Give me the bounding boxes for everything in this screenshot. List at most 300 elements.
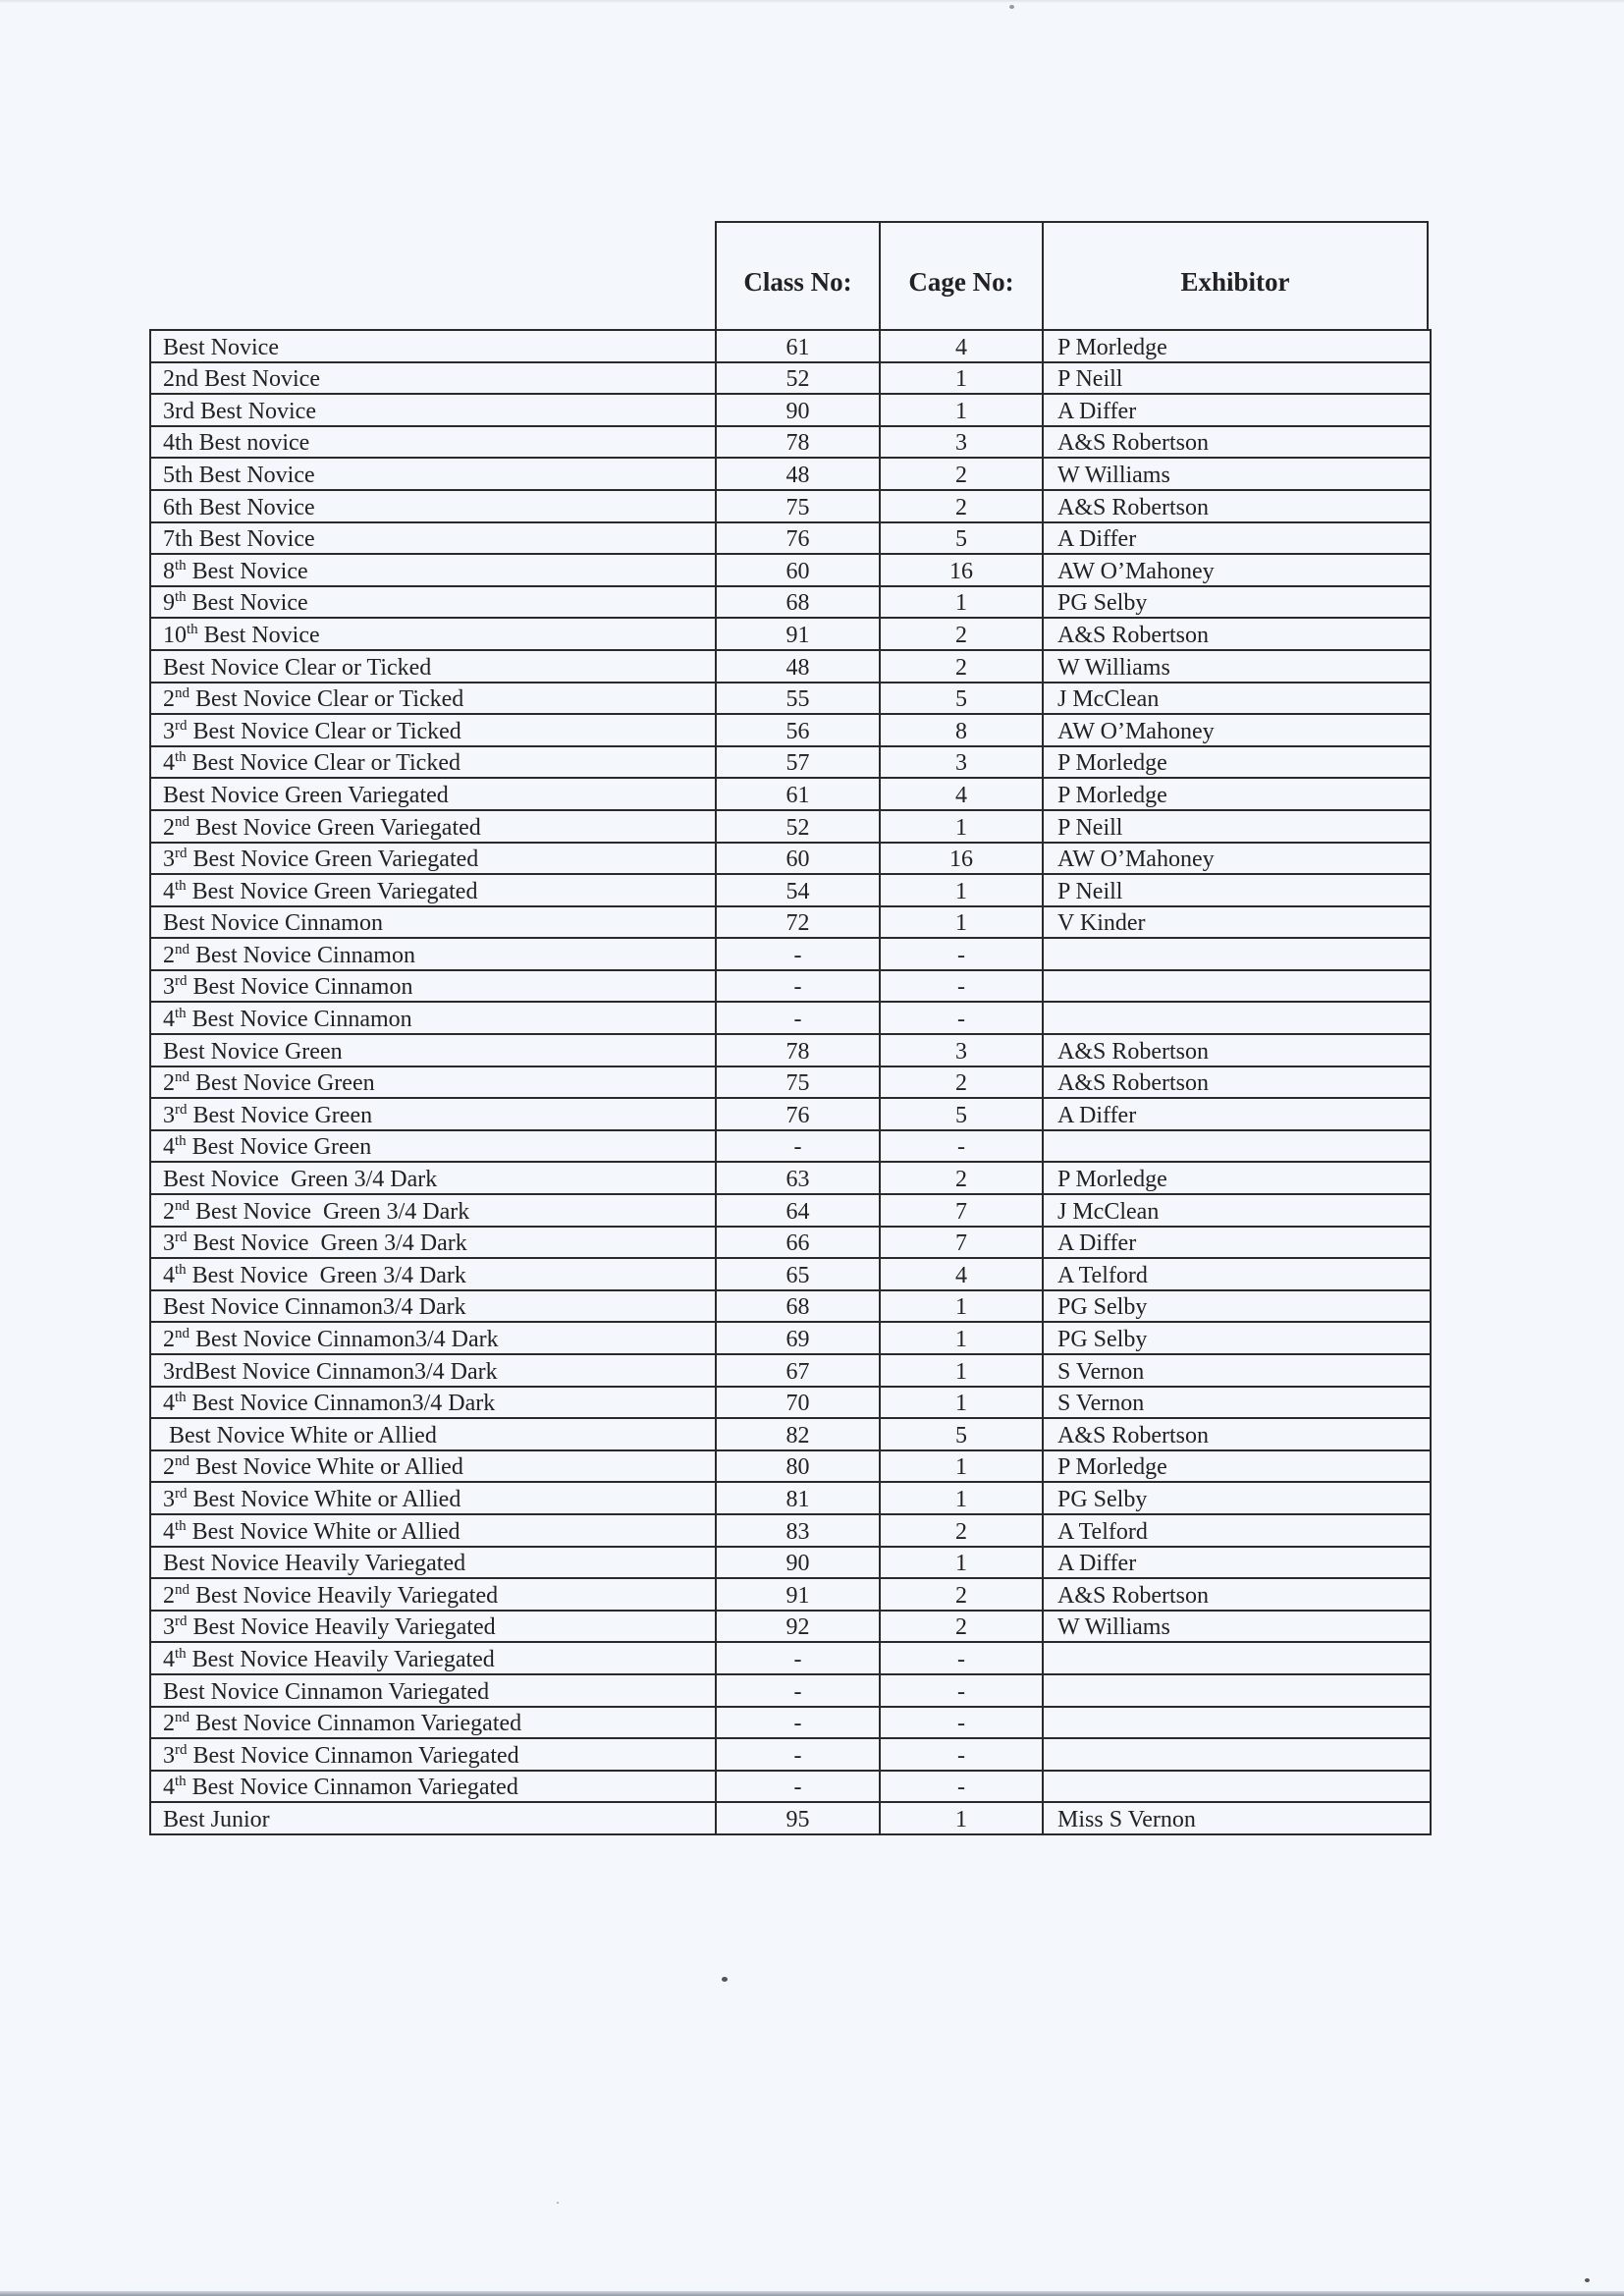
table-row — [150, 1802, 1431, 1834]
class-no-cell: 60 — [716, 554, 880, 586]
table-row — [150, 426, 1431, 459]
scan-speck — [557, 2202, 559, 2204]
table-row — [150, 650, 1431, 683]
award-name: Best Novice White or Allied — [187, 1486, 461, 1512]
award-ordinal: 2 — [163, 686, 175, 713]
table-row — [150, 1642, 1431, 1674]
cage-no-cell: 2 — [880, 1066, 1043, 1099]
exhibitor-cell — [1043, 938, 1431, 970]
award-name: 3rdBest Novice Cinnamon3/4 Dark — [163, 1358, 498, 1385]
award-name: Best Novice Green Variegated — [189, 814, 481, 841]
exhibitor-cell: P Morledge — [1043, 330, 1431, 362]
cage-no-cell: 3 — [880, 746, 1043, 779]
cage-no-cell: 1 — [880, 586, 1043, 619]
award-name: Best Novice Clear or Ticked — [186, 750, 460, 777]
award-name: 3rd Best Novice — [163, 398, 316, 424]
class-no-cell: 90 — [716, 394, 880, 426]
exhibitor-header: Exhibitor — [1180, 266, 1290, 297]
award-name: Best Novice Heavily Variegated — [187, 1614, 496, 1641]
table-row — [150, 683, 1431, 715]
cage-no-cell: - — [880, 1002, 1043, 1034]
exhibitor-cell: J McClean — [1043, 683, 1431, 715]
exhibitor-cell: Miss S Vernon — [1043, 1802, 1431, 1834]
exhibitor-cell: AW O’Mahoney — [1043, 843, 1431, 875]
table-row — [150, 1738, 1431, 1771]
table-row — [150, 362, 1431, 395]
cage-no-cell: 3 — [880, 426, 1043, 459]
cage-no-cell: 5 — [880, 522, 1043, 555]
table-row — [150, 1578, 1431, 1611]
award-ordinal-suffix: rd — [175, 1101, 188, 1118]
award-ordinal-suffix: rd — [175, 973, 188, 990]
award-name: Best Novice Cinnamon — [186, 1007, 412, 1033]
class-no-cell: 75 — [716, 490, 880, 522]
table-row — [150, 714, 1431, 746]
class-no-cell: - — [716, 1771, 880, 1803]
table-row — [150, 1194, 1431, 1227]
table-row — [150, 1547, 1431, 1579]
table-row — [150, 394, 1431, 426]
exhibitor-cell: S Vernon — [1043, 1387, 1431, 1419]
scan-top-edge — [0, 0, 1624, 3]
award-name: Best Novice Green 3/4 Dark — [186, 1262, 466, 1288]
table-row — [150, 1130, 1431, 1163]
cage-no-cell: - — [880, 970, 1043, 1003]
table-row — [150, 1771, 1431, 1803]
award-name: Best Novice Heavily Variegated — [186, 1646, 495, 1672]
exhibitor-cell: A Differ — [1043, 1227, 1431, 1259]
exhibitor-cell: A Differ — [1043, 394, 1431, 426]
award-ordinal-suffix: nd — [175, 941, 189, 957]
class-no-cell: - — [716, 1642, 880, 1674]
award-cell — [150, 970, 716, 1003]
award-name: 4th Best novice — [163, 430, 310, 457]
award-cell — [150, 330, 716, 362]
award-cell — [150, 1002, 716, 1034]
award-ordinal-suffix: th — [175, 877, 187, 894]
exhibitor-cell — [1043, 1771, 1431, 1803]
award-cell — [150, 1578, 716, 1611]
scan-speck — [722, 1977, 728, 1982]
award-ordinal-suffix: nd — [175, 813, 189, 830]
class-no-cell: 67 — [716, 1354, 880, 1387]
cage-no-cell: 7 — [880, 1194, 1043, 1227]
award-cell — [150, 843, 716, 875]
award-name: Best Novice Cinnamon3/4 Dark — [189, 1327, 499, 1352]
exhibitor-cell — [1043, 970, 1431, 1003]
award-name: Best Novice Green — [163, 1038, 343, 1065]
award-name: Best Novice Cinnamon3/4 Dark — [163, 1294, 466, 1321]
table-row — [150, 1066, 1431, 1099]
cage-no-cell: 4 — [880, 330, 1043, 362]
award-cell — [150, 1418, 716, 1450]
award-name: Best Novice Heavily Variegated — [163, 1551, 466, 1577]
cage-no-cell: 3 — [880, 1034, 1043, 1066]
scan-bottom-edge — [0, 2291, 1624, 2296]
table-row — [150, 586, 1431, 619]
award-ordinal-suffix: nd — [175, 1581, 189, 1598]
class-no-cell: 75 — [716, 1066, 880, 1099]
table-row — [150, 490, 1431, 522]
table-row — [150, 1450, 1431, 1483]
cage-no-cell: 16 — [880, 554, 1043, 586]
exhibitor-cell: PG Selby — [1043, 1482, 1431, 1514]
table-row — [150, 458, 1431, 490]
exhibitor-cell — [1043, 1642, 1431, 1674]
award-cell — [150, 1642, 716, 1674]
cage-no-cell: 5 — [880, 1098, 1043, 1130]
class-no-cell: 66 — [716, 1227, 880, 1259]
award-cell — [150, 746, 716, 779]
award-cell — [150, 683, 716, 715]
award-ordinal: 2 — [163, 814, 175, 841]
award-ordinal: 3 — [163, 1102, 175, 1128]
cage-no-cell: 16 — [880, 843, 1043, 875]
exhibitor-cell: W Williams — [1043, 1611, 1431, 1643]
award-ordinal: 2 — [163, 1327, 175, 1352]
award-cell — [150, 522, 716, 555]
exhibitor-cell — [1043, 1002, 1431, 1034]
cage-no-cell: 1 — [880, 1387, 1043, 1419]
award-ordinal-suffix: th — [175, 557, 187, 574]
table-row — [150, 1387, 1431, 1419]
cage-no-cell: 1 — [880, 362, 1043, 395]
class-no-cell: 76 — [716, 522, 880, 555]
award-cell — [150, 1482, 716, 1514]
award-cell — [150, 1034, 716, 1066]
class-no-cell: 76 — [716, 1098, 880, 1130]
table-row — [150, 1002, 1431, 1034]
award-ordinal: 4 — [163, 1646, 175, 1672]
award-ordinal-suffix: nd — [175, 1069, 189, 1086]
table-row — [150, 1674, 1431, 1707]
award-name: Best Novice — [186, 558, 308, 584]
exhibitor-cell — [1043, 1674, 1431, 1707]
cage-no-cell: 2 — [880, 490, 1043, 522]
award-ordinal: 4 — [163, 1007, 175, 1033]
class-no-cell: - — [716, 1674, 880, 1707]
award-name: Best Novice Cinnamon Variegated — [186, 1775, 518, 1801]
award-cell — [150, 874, 716, 906]
award-cell — [150, 1066, 716, 1099]
class-no-cell: 63 — [716, 1162, 880, 1194]
award-name: Best Novice Green — [187, 1102, 373, 1128]
class-no-cell: 95 — [716, 1802, 880, 1834]
cage-no-cell: 1 — [880, 1354, 1043, 1387]
cage-no-cell: 5 — [880, 683, 1043, 715]
exhibitor-cell: A Differ — [1043, 1547, 1431, 1579]
table-header — [715, 221, 1429, 329]
award-cell — [150, 1450, 716, 1483]
class-no-cell: 82 — [716, 1418, 880, 1450]
award-name: Best Novice Cinnamon3/4 Dark — [186, 1391, 496, 1417]
cage-no-cell: 2 — [880, 458, 1043, 490]
table-row — [150, 1098, 1431, 1130]
award-name: Best Novice Green Variegated — [186, 878, 478, 904]
award-cell — [150, 394, 716, 426]
award-cell — [150, 1162, 716, 1194]
cage-no-cell: 1 — [880, 1482, 1043, 1514]
award-name: Best Novice — [197, 622, 320, 648]
table-row — [150, 810, 1431, 843]
award-ordinal-suffix: nd — [175, 685, 189, 702]
award-ordinal-suffix: rd — [175, 1230, 188, 1246]
table-row — [150, 746, 1431, 779]
cage-no-cell: 2 — [880, 1162, 1043, 1194]
table-row — [150, 1354, 1431, 1387]
class-no-cell: 56 — [716, 714, 880, 746]
award-ordinal: 4 — [163, 1518, 175, 1545]
exhibitor-cell: A Telford — [1043, 1514, 1431, 1547]
table-row — [150, 618, 1431, 650]
class-no-cell: 91 — [716, 1578, 880, 1611]
award-cell — [150, 458, 716, 490]
table-row — [150, 1322, 1431, 1354]
exhibitor-cell: PG Selby — [1043, 586, 1431, 619]
award-cell — [150, 618, 716, 650]
award-name: Best Novice Cinnamon — [189, 942, 415, 968]
class-no-cell: 61 — [716, 778, 880, 810]
award-cell — [150, 1290, 716, 1323]
class-no-cell: 92 — [716, 1611, 880, 1643]
cage-no-cell: 1 — [880, 1322, 1043, 1354]
exhibitor-cell: P Morledge — [1043, 746, 1431, 779]
class-no-cell: 80 — [716, 1450, 880, 1483]
award-cell — [150, 1258, 716, 1290]
award-cell — [150, 1802, 716, 1834]
award-name: Best Novice Clear or Ticked — [189, 686, 464, 713]
award-ordinal: 2 — [163, 1198, 175, 1225]
exhibitor-cell: A Differ — [1043, 522, 1431, 555]
cage-no-cell: 1 — [880, 394, 1043, 426]
award-ordinal: 3 — [163, 1742, 175, 1769]
table-row — [150, 1707, 1431, 1739]
award-ordinal: 4 — [163, 750, 175, 777]
award-ordinal: 3 — [163, 1614, 175, 1641]
table-row — [150, 1514, 1431, 1547]
cage-no-cell: 1 — [880, 1547, 1043, 1579]
award-ordinal: 3 — [163, 974, 175, 1001]
class-no-cell: 70 — [716, 1387, 880, 1419]
award-ordinal: 10 — [163, 622, 187, 648]
award-ordinal-suffix: th — [187, 621, 198, 637]
results-body — [150, 330, 1431, 1834]
class-no-cell: 57 — [716, 746, 880, 779]
exhibitor-cell: P Neill — [1043, 810, 1431, 843]
award-ordinal-suffix: th — [175, 1006, 187, 1022]
award-ordinal: 2 — [163, 1454, 175, 1481]
award-cell — [150, 1098, 716, 1130]
class-no-cell: 83 — [716, 1514, 880, 1547]
exhibitor-cell: A&S Robertson — [1043, 1418, 1431, 1450]
award-name: Best Novice Green 3/4 Dark — [163, 1167, 438, 1193]
class-no-cell: 90 — [716, 1547, 880, 1579]
award-ordinal-suffix: nd — [175, 1326, 189, 1341]
table-row — [150, 1418, 1431, 1450]
exhibitor-cell: W Williams — [1043, 650, 1431, 683]
cage-no-cell: 1 — [880, 1802, 1043, 1834]
table-row — [150, 1290, 1431, 1323]
table-row — [150, 906, 1431, 939]
award-ordinal: 4 — [163, 1262, 175, 1288]
exhibitor-cell: AW O’Mahoney — [1043, 714, 1431, 746]
table-row — [150, 843, 1431, 875]
award-ordinal: 8 — [163, 558, 175, 584]
class-no-cell: 55 — [716, 683, 880, 715]
award-ordinal-suffix: rd — [175, 1741, 188, 1758]
exhibitor-cell: P Morledge — [1043, 778, 1431, 810]
class-no-cell: 61 — [716, 330, 880, 362]
award-cell — [150, 1514, 716, 1547]
exhibitor-cell: A&S Robertson — [1043, 1066, 1431, 1099]
exhibitor-cell: A&S Robertson — [1043, 1034, 1431, 1066]
award-ordinal-suffix: th — [175, 1774, 187, 1790]
cage-no-cell: 1 — [880, 1290, 1043, 1323]
award-cell — [150, 778, 716, 810]
award-cell — [150, 906, 716, 939]
award-ordinal-suffix: th — [175, 1133, 187, 1150]
exhibitor-cell: P Morledge — [1043, 1450, 1431, 1483]
award-cell — [150, 1387, 716, 1419]
cage-no-cell: - — [880, 938, 1043, 970]
cage-no-cell: 4 — [880, 778, 1043, 810]
award-ordinal: 2 — [163, 1582, 175, 1609]
exhibitor-cell: PG Selby — [1043, 1322, 1431, 1354]
award-ordinal: 2 — [163, 1711, 175, 1737]
table-row — [150, 330, 1431, 362]
award-name: Best Novice Green Variegated — [163, 782, 449, 808]
award-name: Best Novice Green 3/4 Dark — [187, 1230, 467, 1257]
award-ordinal: 4 — [163, 1775, 175, 1801]
cage-no-cell: 1 — [880, 810, 1043, 843]
class-no-cell: 81 — [716, 1482, 880, 1514]
award-cell — [150, 554, 716, 586]
cage-no-cell: - — [880, 1130, 1043, 1163]
exhibitor-cell: A Differ — [1043, 1098, 1431, 1130]
award-cell — [150, 1674, 716, 1707]
award-cell — [150, 1771, 716, 1803]
cage-no-cell: 2 — [880, 1578, 1043, 1611]
award-name: Best Novice Heavily Variegated — [189, 1582, 499, 1609]
class-no-cell: - — [716, 938, 880, 970]
cage-no-cell: - — [880, 1771, 1043, 1803]
cage-no-cell: - — [880, 1707, 1043, 1739]
exhibitor-cell: A&S Robertson — [1043, 1578, 1431, 1611]
exhibitor-cell: AW O’Mahoney — [1043, 554, 1431, 586]
exhibitor-cell: A&S Robertson — [1043, 618, 1431, 650]
award-cell — [150, 426, 716, 459]
exhibitor-cell: A&S Robertson — [1043, 490, 1431, 522]
award-ordinal-suffix: th — [175, 1261, 187, 1278]
results-table — [149, 329, 1432, 1835]
class-no-cell: 68 — [716, 1290, 880, 1323]
class-no-cell: 91 — [716, 618, 880, 650]
award-name: 7th Best Novice — [163, 526, 315, 553]
class-no-cell: 78 — [716, 1034, 880, 1066]
exhibitor-cell — [1043, 1130, 1431, 1163]
award-ordinal-suffix: th — [175, 1390, 187, 1406]
exhibitor-cell: P Neill — [1043, 362, 1431, 395]
class-no-cell: - — [716, 1738, 880, 1771]
table-row — [150, 1611, 1431, 1643]
award-name: Best Novice Green 3/4 Dark — [189, 1198, 470, 1225]
award-ordinal: 3 — [163, 1486, 175, 1512]
class-no-cell: 52 — [716, 810, 880, 843]
award-cell — [150, 1547, 716, 1579]
award-cell — [150, 810, 716, 843]
table-row — [150, 1034, 1431, 1066]
award-ordinal-suffix: rd — [175, 1485, 188, 1502]
cage-no-cell: 2 — [880, 1514, 1043, 1547]
class-no-cell: - — [716, 1707, 880, 1739]
award-ordinal: 4 — [163, 1134, 175, 1161]
class-no-cell: 68 — [716, 586, 880, 619]
class-no-cell: 65 — [716, 1258, 880, 1290]
award-name: Best Novice White or Allied — [163, 1422, 437, 1449]
class-no-cell: 54 — [716, 874, 880, 906]
award-cell — [150, 586, 716, 619]
award-ordinal-suffix: th — [175, 589, 187, 606]
table-row — [150, 522, 1431, 555]
award-ordinal: 4 — [163, 878, 175, 904]
award-name: Best Novice Green Variegated — [187, 847, 479, 873]
award-cell — [150, 1322, 716, 1354]
award-name: Best Novice Cinnamon — [187, 974, 413, 1001]
exhibitor-cell: J McClean — [1043, 1194, 1431, 1227]
cage-no-cell: 1 — [880, 874, 1043, 906]
award-cell — [150, 1611, 716, 1643]
cage-no-cell: 1 — [880, 1450, 1043, 1483]
class-no-cell: 78 — [716, 426, 880, 459]
award-cell — [150, 938, 716, 970]
award-cell — [150, 1194, 716, 1227]
cage-no-header: Cage No: — [881, 223, 1044, 329]
table-row — [150, 778, 1431, 810]
class-no-cell: - — [716, 1002, 880, 1034]
award-cell — [150, 1738, 716, 1771]
award-cell — [150, 362, 716, 395]
table-row — [150, 554, 1431, 586]
award-ordinal: 3 — [163, 847, 175, 873]
table-row — [150, 1482, 1431, 1514]
class-no-cell: 69 — [716, 1322, 880, 1354]
class-no-cell: 48 — [716, 650, 880, 683]
award-name: Best Novice Cinnamon Variegated — [163, 1678, 490, 1705]
cage-no-cell: 7 — [880, 1227, 1043, 1259]
scan-speck — [1585, 2278, 1590, 2282]
award-ordinal-suffix: th — [175, 1645, 187, 1662]
award-cell — [150, 1707, 716, 1739]
award-name: 5th Best Novice — [163, 462, 315, 488]
table-row — [150, 970, 1431, 1003]
award-ordinal: 4 — [163, 1391, 175, 1417]
award-name: Best Novice Clear or Ticked — [163, 654, 432, 681]
class-no-cell: 48 — [716, 458, 880, 490]
cage-no-cell: 4 — [880, 1258, 1043, 1290]
table-row — [150, 874, 1431, 906]
award-cell — [150, 1354, 716, 1387]
award-ordinal: 2 — [163, 942, 175, 968]
table-row — [150, 1258, 1431, 1290]
award-cell — [150, 490, 716, 522]
exhibitor-cell: A Telford — [1043, 1258, 1431, 1290]
award-name: Best Novice Clear or Ticked — [187, 718, 461, 744]
exhibitor-cell: P Neill — [1043, 874, 1431, 906]
class-no-cell: - — [716, 1130, 880, 1163]
award-ordinal-suffix: nd — [175, 1197, 189, 1214]
award-cell — [150, 714, 716, 746]
award-cell — [150, 1130, 716, 1163]
